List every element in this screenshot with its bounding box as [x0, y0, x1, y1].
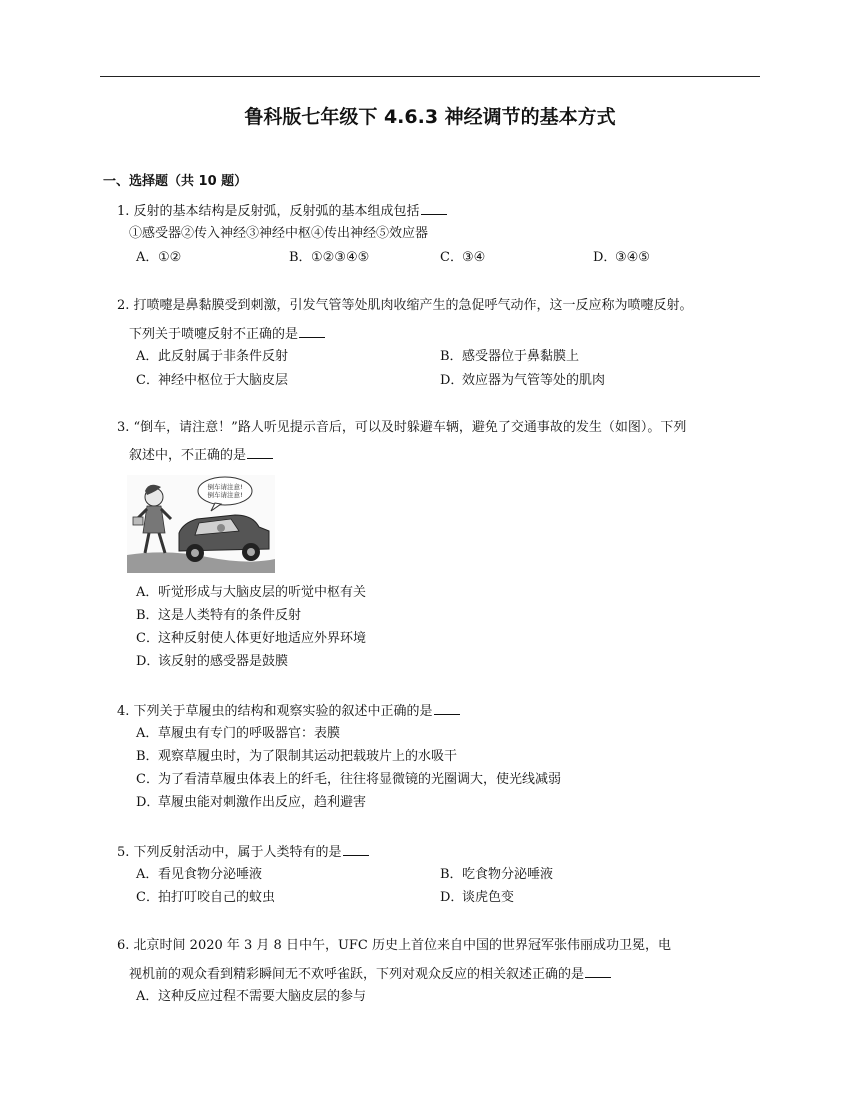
answer-blank	[434, 702, 460, 715]
q4-option-b[interactable]: B．观察草履虫时，为了限制其运动把载玻片上的水吸干	[136, 749, 458, 764]
question-4-stem: 4. 下列关于草履虫的结构和观察实验的叙述中正确的是	[117, 702, 460, 720]
q1-option-b[interactable]: B．①②③④⑤	[289, 250, 370, 265]
question-1-stem: 1. 反射的基本结构是反射弧，反射弧的基本组成包括	[117, 202, 447, 220]
q1-option-a[interactable]: A．①②	[136, 250, 182, 265]
question-3-stem-line2: 叙述中，不正确的是	[129, 446, 273, 464]
answer-blank	[343, 843, 369, 856]
answer-blank	[585, 965, 611, 978]
q3-option-a[interactable]: A．听觉形成与大脑皮层的听觉中枢有关	[136, 585, 367, 600]
q6-option-a[interactable]: A．这种反应过程不需要大脑皮层的参与	[136, 989, 367, 1004]
question-3-stem-line1: 3. “倒车，请注意！”路人听见提示音后，可以及时躲避车辆，避免了交通事故的发生（如图）。下列	[117, 420, 687, 435]
q3-option-b[interactable]: B．这是人类特有的条件反射	[136, 608, 302, 623]
q3-option-c[interactable]: C．这种反射使人体更好地适应外界环境	[136, 631, 367, 646]
q2-option-d[interactable]: D．效应器为气管等处的肌肉	[440, 373, 606, 388]
question-5-stem: 5. 下列反射活动中，属于人类特有的是	[117, 843, 369, 861]
question-2-stem-line2: 下列关于喷嚏反射不正确的是	[129, 325, 325, 343]
answer-blank	[299, 325, 325, 338]
q3-option-d[interactable]: D．该反射的感受器是鼓膜	[136, 654, 289, 669]
q1-option-d[interactable]: D．③④⑤	[593, 250, 650, 265]
section-heading: 一、选择题（共 10 题）	[103, 174, 248, 189]
bubble-text-2: 倒车请注意!	[207, 491, 243, 499]
q5-option-a[interactable]: A．看见食物分泌唾液	[136, 867, 263, 882]
q1-option-c[interactable]: C．③④	[440, 250, 486, 265]
q2-option-a[interactable]: A．此反射属于非条件反射	[136, 349, 289, 364]
question-6-stem-line1: 6. 北京时间 2020 年 3 月 8 日中午，UFC 历史上首位来自中国的世界冠军张伟丽成功卫冕，电	[117, 938, 672, 953]
q5-option-c[interactable]: C．拍打叮咬自己的蚊虫	[136, 890, 276, 905]
q5-option-b[interactable]: B．吃食物分泌唾液	[440, 867, 554, 882]
bubble-text-1: 倒车请注意!	[207, 483, 243, 491]
question-6-stem-line2: 视机前的观众看到精彩瞬间无不欢呼雀跃，下列对观众反应的相关叙述正确的是	[129, 965, 611, 983]
header-rule	[100, 76, 760, 77]
question-2-stem-line1: 2. 打喷嚏是鼻黏膜受到刺激，引发气管等处肌肉收缩产生的急促呼气动作，这一反应称为喷嚏反射。	[117, 298, 693, 313]
q4-option-d[interactable]: D．草履虫能对刺激作出反应，趋利避害	[136, 795, 367, 810]
answer-blank	[247, 446, 273, 459]
reversing-car-illustration	[127, 475, 275, 573]
question-1-sub: ①感受器②传入神经③神经中枢④传出神经⑤效应器	[129, 226, 429, 241]
page-title: 鲁科版七年级下 4.6.3 神经调节的基本方式	[244, 106, 616, 128]
q2-option-b[interactable]: B．感受器位于鼻黏膜上	[440, 349, 580, 364]
q4-option-a[interactable]: A．草履虫有专门的呼吸器官：表膜	[136, 726, 341, 741]
q5-option-d[interactable]: D．谈虎色变	[440, 890, 515, 905]
q4-option-c[interactable]: C．为了看清草履虫体表上的纤毛，往往将显微镜的光圈调大，使光线减弱	[136, 772, 562, 787]
q2-option-c[interactable]: C．神经中枢位于大脑皮层	[136, 373, 289, 388]
answer-blank	[421, 202, 447, 215]
